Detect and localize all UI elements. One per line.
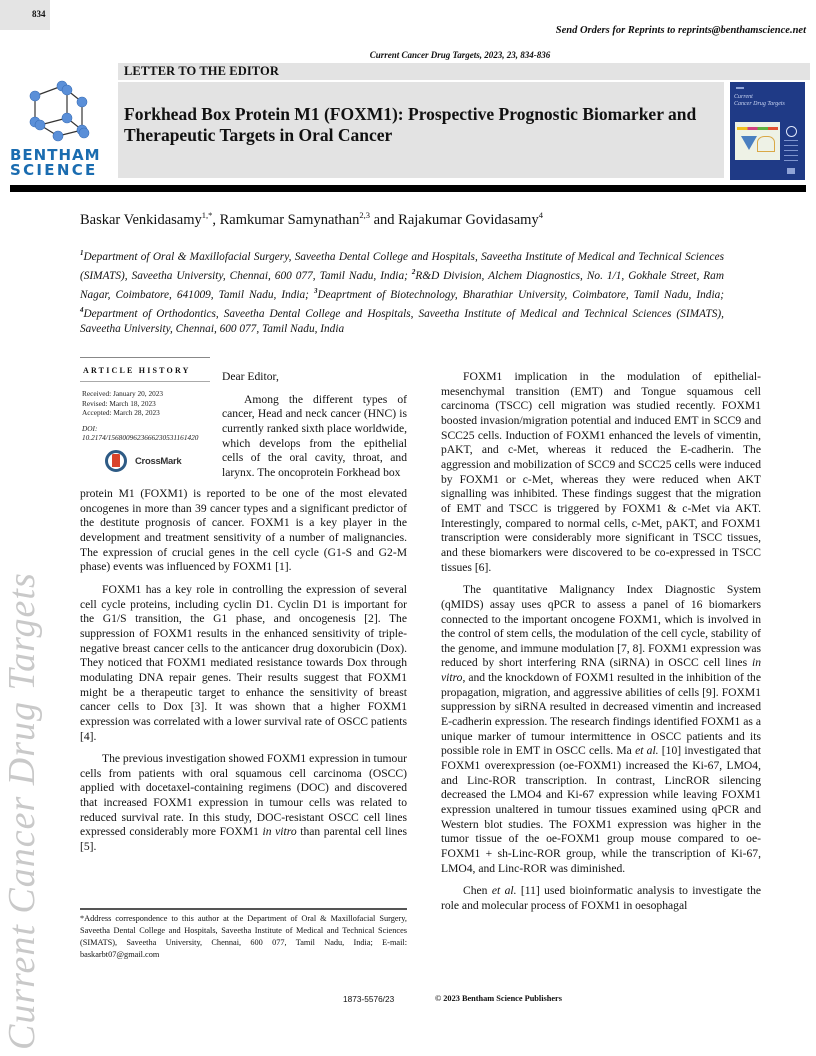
article-history: [80, 357, 210, 474]
paragraph: protein M1 (FOXM1) is reported to be one of the most elevated oncogenes in more than 39 cancer types and a significant predictor of the destitute prognosis of cancer. FOXM1 is a key player in the development and treatment sensitivity of a number of malignancies. The expression of crucial genes in the cell cycle (G1-S and G2-M phase) events was influenced by FOXM1 [1].: [80, 487, 407, 574]
paragraph: Among the different types of cancer, Head and neck cancer (HNC) is currently ranked sixth place worldwide, which develops from the epithelial cells of the oral cavity, throat, and larynx. The oncoprotein Forkhead box: [222, 392, 407, 479]
journal-citation: Current Cancer Drug Targets, 2023, 23, 834-836: [369, 50, 551, 60]
crossmark-icon: [105, 450, 127, 472]
logo-text: BENTHAM SCIENCE: [10, 146, 101, 179]
paragraph: The previous investigation showed FOXM1 expression in tumour cells from patients with oral squamous cell carcinoma (OSCC) applied with docetaxel-containing regimens (DOC) and discovered that increased FOXM1 expression in tumour cells was related to reduced survival rate. In this study, DOC-resistant OSCC cell lines expressed considerably more FOXM1 in vitro than parental cell lines [5].: [80, 752, 407, 854]
affiliations: $^1$Department of Oral & Maxillofacial Surgery, Saveetha Dental College and Hospitals, Saveetha Institute of Medical and Technical Sciences (SIMATS), Saveetha University, Chennai, 600 077, Tamil Nadu, India; $^2$R&D Division, Alchem Diagnostics, No. 1/1, Gokhale Street, Ram Nagar, Coimbatore, 641009, Tamil Nadu, India; $^3$Deaprtment of Biotechnology, Bharathiar University, Coimbatore, Tamil Nadu, India; $^4$Department of Orthodontics, Saveetha Dental College and Hospitals, Saveetha Institute of Medical and Technical Sciences (SIMATS), Saveetha University, Chennai, 600 077, Tamil Nadu, India: [80, 249, 724, 336]
copyright: © 2023 Bentham Science Publishers: [435, 994, 562, 1003]
paragraph: The quantitative Malignancy Index Diagnostic System (qMIDS) assay uses qPCR to assess a panel of 16 biomarkers connected to the important oncogene FOXM1, which is involved in the control of stem cells, the modulation of the cell cycle, stability of the genome, and immune modulation [7, 8]. FOXM1 expression was reduced by short interfering RNA (siRNA) in OSCC cell lines in vitro, and the knockdown of FOXM1 resulted in the inhibition of the propagation, migration, and aggressive abilities of cells [9]. FOXM1 suppression by siRNA resulted in decreased vimentin and increased E-cadherin expression. The research findings identified FOXM1 as a unique marker of tumour intermittence in OSCC patients and its possible role in EMT in OSCC cells. Ma et al. [10] investigated that FOXM1 overexpression (oe-FOXM1) increased the Ki-67, LMO4, and Linc-ROR transcription. In contrast, LincROR silencing decreased the LMO4 and Ki-67 expression while leaving FOXM1 expression unaltered in tumour tissues examined using qPCR and Western blot studies. The FOXM1 expression was higher in the tumor tissue of the oe-FOXM1 group mouse compared to oe-FOXM1 + sh-Linc-ROR group, while the transcription of Ki-67, LMO4, and Linc-ROR was diminished.: [441, 583, 761, 875]
footnote-divider: [80, 908, 407, 910]
cover-image: [735, 122, 780, 160]
title-box: [118, 82, 724, 178]
crossmark-badge[interactable]: CrossMark: [105, 450, 210, 474]
section-bar: [118, 63, 810, 80]
salutation: Dear Editor,: [222, 370, 279, 383]
body-right: [441, 370, 761, 922]
doi-link[interactable]: 10.2174/1568009623666230531161420: [82, 433, 199, 442]
journal-cover-thumbnail[interactable]: [730, 82, 805, 180]
page-number: 834: [32, 9, 46, 19]
author-name: Ramkumar Samynathan: [219, 211, 360, 228]
reprints-notice: Send Orders for Reprints to reprints@benthamscience.net: [555, 25, 806, 36]
cover-publisher-icon: [787, 168, 795, 174]
author-name: Rajakumar Govidasamy: [398, 211, 539, 228]
section-label: LETTER TO THE EDITOR: [124, 64, 279, 78]
paragraph: FOXM1 implication in the modulation of epithelial-mesenchymal transition (EMT) and Tongue squamous cell carcinoma (TSCC) cell migration was studied recently. FOXM1 boosted invasion/migration potential and induced EMT in SCC9 and SCC25 cells. Induction of FOXM1 enhanced the levels of vimentin, pAKT, and c-Met, whereas it reduced the E-cadherin. The aggression and mobilization of SCC9 and SCC25 cells were induced by FOXM1 or c-Met, whereas they were reduced when AKT signalling was inhibited. These findings suggest that the migration of EMT and TSCC is triggered by FOXM1 & c-Met via AKT. Interestingly, compared to normal cells, c-Met, pAKT, and FOXM1 transcription were considerably more significant in TSCC tissues, and these biomarkers were discovered to be co-expressed in TSCC tissues [6].: [441, 370, 761, 574]
cover-seal-icon: [786, 126, 797, 137]
author-name: Baskar Venkidasamy: [80, 211, 202, 228]
issn: 1873-5576/23: [343, 994, 395, 1004]
cover-title: Current Cancer Drug Targets: [734, 94, 785, 107]
body-left-top: [222, 370, 407, 481]
doi: DOI: 10.2174/1568009623666230531161420: [80, 418, 210, 443]
body-left: [80, 487, 407, 863]
correspondence-footnote: *Address correspondence to this author at the Department of Oral & Maxillofacial Surgery, Saveetha Dental College and Hospitals, Saveetha Institute of Medical and Technical Sciences (SIMATS), Saveetha University, Chennai, 600 077, Tamil Nadu, India; E-mail: baskarbt07@gmail.com: [80, 914, 407, 959]
article-history-heading: ARTICLE HISTORY: [83, 366, 191, 375]
paragraph: FOXM1 has a key role in controlling the expression of several cell cycle proteins, including cyclin D1. Cyclin D1 is important for the G1/S transition, the G1 phase, and oncogenesis [2]. The suppression of FOXM1 results in the enhanced sensitivity of triple-negative breast cancer cells to the anticancer drug doxorubicin (Dox). They noticed that FOXM1 mediated resistance towards Dox through modulating DNA repair genes. Their results suggest that FOXM1 might be a therapeutic target to enhance the sensitivity of breast cancer cells to Dox [3]. It was shown that a higher FOXM1 expression was correlated with a lower survival rate of OSCC patients [4].: [80, 582, 407, 743]
side-journal-title: Current Cancer Drug Targets: [1, 572, 43, 1050]
header-divider: [10, 185, 806, 192]
history-dates: Received: January 20, 2023 Revised: March 18, 2023 Accepted: March 28, 2023: [82, 389, 164, 417]
author-list: Baskar Venkidasamy$^{1,*}$, Ramkumar Samynathan$^{2,3}$ and Rajakumar Govidasamy$^4$: [80, 210, 543, 228]
molecule-icon: [10, 78, 115, 150]
page-number-box: [0, 0, 50, 30]
paragraph: Chen et al. [11] used bioinformatic analysis to investigate the role and molecular process of FOXM1 in oesophagal: [441, 884, 762, 912]
article-title: Forkhead Box Protein M1 (FOXM1): Prospective Prognostic Biomarker and Therapeutic Targets in Oral Cancer: [124, 104, 697, 145]
bentham-science-logo: [10, 78, 115, 178]
